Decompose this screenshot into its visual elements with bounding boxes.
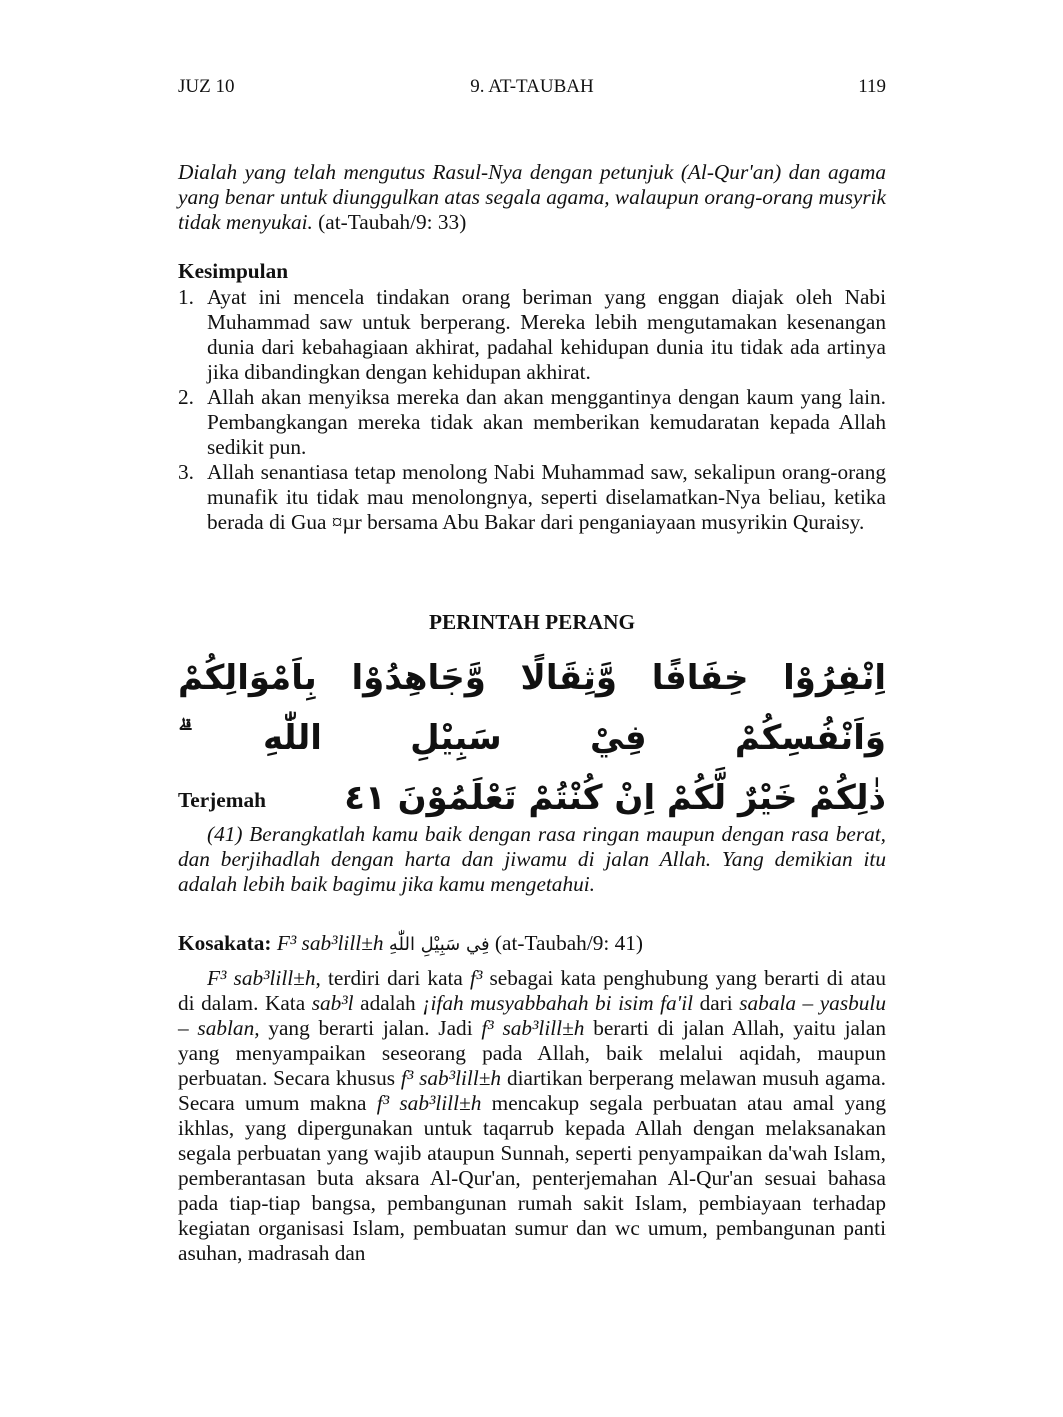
page-number: 119	[858, 76, 886, 97]
arabic-line-2: ذٰلِكُمْ خَيْرٌ لَّكُمْ اِنْ كُنْتُمْ تَعْلَمُوْنَ ٤١	[344, 778, 886, 818]
term: sabala – yasbulu – sablan,	[178, 991, 886, 1040]
term: sab³l	[311, 991, 354, 1015]
list-number: 1.	[178, 285, 194, 309]
text: adalah	[353, 991, 423, 1015]
surah-title: 9. AT-TAUBAH	[470, 76, 594, 97]
section-title: PERINTAH PERANG	[428, 610, 636, 634]
text: dari	[693, 991, 740, 1015]
arabic-line-1: اِنْفِرُوْا خِفَافًا وَّثِقَالًا وَّجَاهِدُوْا بِاَمْوَالِكُمْ وَاَنْفُسِكُمْ فِيْ سَبِيْلِ اللّٰهِ ۗ	[178, 658, 886, 758]
list-item	[178, 385, 886, 460]
list-item	[178, 460, 886, 535]
text: berarti di jalan Allah, yaitu jalan yang menyampaikan seseorang pada Allah, baik melalui aqidah, maupun perbuatan. Secara khusus	[178, 1016, 886, 1090]
terjemah-text: (41) Berangkatlah kamu baik dengan rasa ringan maupun dengan rasa berat, dan berjihadlah dengan harta dan jiwamu di jalan Allah. Yang demikian itu adalah lebih baik bagimu jika kamu mengetahui.	[178, 822, 886, 896]
text: mencakup segala perbuatan atau amal yang ikhlas, yang dipergunakan untuk taqarrub kepada Allah dengan melaksanakan segala perbuatan yang wajib ataupun Sunnah, seperti penyampaikan da'wah Islam, pemberantasan buta aksara Al-Qur'an, penterjemahan Al-Qur'an sesuai bahasa pada tiap-tiap bangsa, pembangunan rumah sakit Islam, pembiayaan terhadap kegiatan organisasi Islam, pembuatan sumur dan wc umum, pembangunan panti asuhan, madrasah dan	[178, 1091, 886, 1265]
kosakata-line	[178, 931, 886, 957]
list-number: 2.	[178, 385, 194, 409]
quote-text: Dialah yang telah mengutus Rasul-Nya dengan petunjuk (Al-Qur'an) dan agama yang benar untuk diunggulkan atas segala agama, walaupun orang-orang musyrik tidak menyukai.	[178, 160, 886, 234]
kesimpulan-list	[178, 285, 886, 535]
juz-label: JUZ 10	[178, 76, 235, 97]
term: F³ sab³lill±h	[207, 966, 316, 990]
kosakata-explanation	[178, 966, 886, 1266]
kosakata-arabic: فِي سَبِيْلِ اللّٰهِ	[388, 934, 490, 955]
list-text: Allah akan menyiksa mereka dan akan menggantinya dengan kaum yang lain. Pembangkangan mereka tidak akan memberikan kemudaratan kepada Allah sedikit pun.	[207, 385, 886, 459]
text: , terdiri dari kata	[315, 966, 471, 990]
text: yang berarti jalan. Jadi	[259, 1016, 482, 1040]
list-item	[178, 285, 886, 385]
quote-citation: (at-Taubah/9: 33)	[318, 210, 467, 234]
kosakata-citation: (at-Taubah/9: 41)	[494, 931, 644, 955]
kesimpulan-heading: Kesimpulan	[178, 259, 289, 283]
list-text: Ayat ini mencela tindakan orang beriman yang enggan diajak oleh Nabi Muhammad saw untuk berperang. Mereka lebih mengutamakan kesenangan dunia dari kebahagiaan akhirat, padahal kehidupan dunia itu tidak ada artinya jika dibandingkan dengan kehidupan akhirat.	[207, 285, 886, 384]
kosakata-term: F³ sab³lill±h	[276, 931, 384, 955]
term: f³ sab³lill±h	[376, 1091, 482, 1115]
list-number: 3.	[178, 460, 194, 484]
term: f³	[470, 966, 483, 990]
term: f³ sab³lill±h	[481, 1016, 585, 1040]
term: f³ sab³lill±h	[400, 1066, 502, 1090]
list-text: Allah senantiasa tetap menolong Nabi Muhammad saw, sekalipun orang-orang munafik itu tidak mau menolongnya, seperti diselamatkan-Nya beliau, ketika berada di Gua ¤µr bersama Abu Bakar dari penganiayaan musyrikin Quraisy.	[207, 460, 886, 534]
quoted-verse	[178, 160, 886, 235]
terjemah-heading: Terjemah	[178, 788, 266, 812]
text: diartikan berperang melawan musuh agama. Secara umum makna	[178, 1066, 886, 1115]
term: ¡ifah musyabbahah bi isim fa'il	[422, 991, 694, 1015]
text: sebagai kata penghubung yang berarti di atau di dalam. Kata	[178, 966, 886, 1015]
page-header	[178, 76, 886, 100]
kosakata-label: Kosakata:	[178, 931, 272, 955]
